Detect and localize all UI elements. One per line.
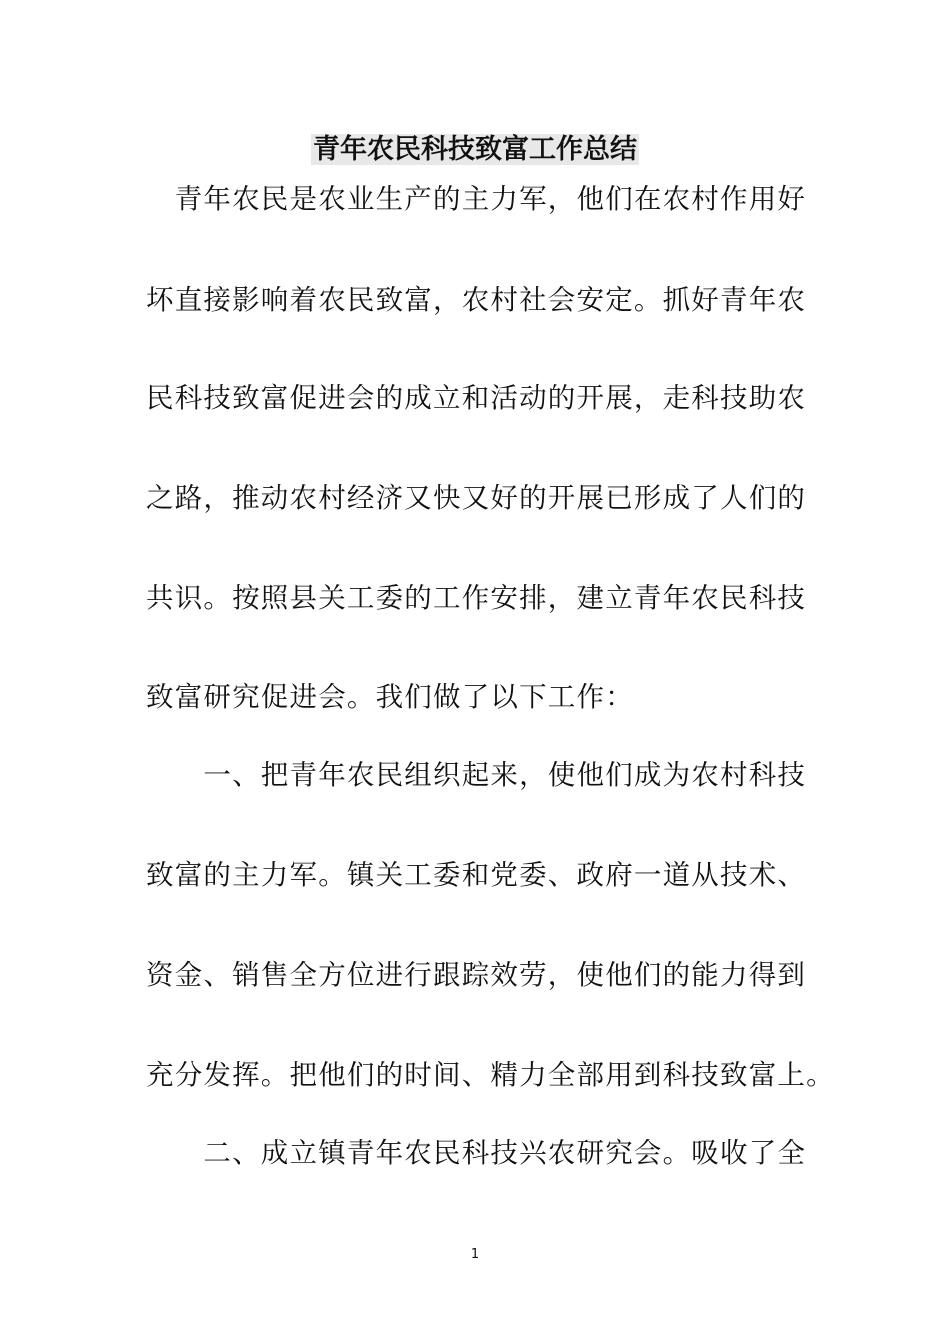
document-title-text: 青年农民科技致富工作总结 (313, 134, 637, 165)
body-line-2: 坏直接影响着农民致富，农村社会安定。抓好青年农 (146, 284, 807, 316)
page-number: 1 (470, 1247, 480, 1262)
body-line-7: 一、把青年农民组织起来，使他们成为农村科技 (146, 759, 807, 791)
body-line-5: 共识。按照县关工委的工作安排，建立青年农民科技 (146, 582, 807, 614)
body-line-6: 致富研究促进会。我们做了以下工作： (146, 681, 634, 713)
body-line-11: 二、成立镇青年农民科技兴农研究会。吸收了全 (146, 1137, 807, 1169)
document-title (0, 130, 950, 170)
body-line-4: 之路，推动农村经济又快又好的开展已形成了人们的 (146, 482, 807, 514)
body-line-8: 致富的主力军。镇关工委和党委、政府一道从技术、 (146, 859, 807, 891)
body-line-1: 青年农民是农业生产的主力军，他们在农村作用好 (146, 183, 807, 215)
body-line-9: 资金、销售全方位进行跟踪效劳，使他们的能力得到 (146, 959, 807, 991)
body-line-10: 充分发挥。把他们的时间、精力全部用到科技致富上。 (146, 1059, 835, 1091)
body-line-3: 民科技致富促进会的成立和活动的开展，走科技助农 (146, 382, 807, 414)
